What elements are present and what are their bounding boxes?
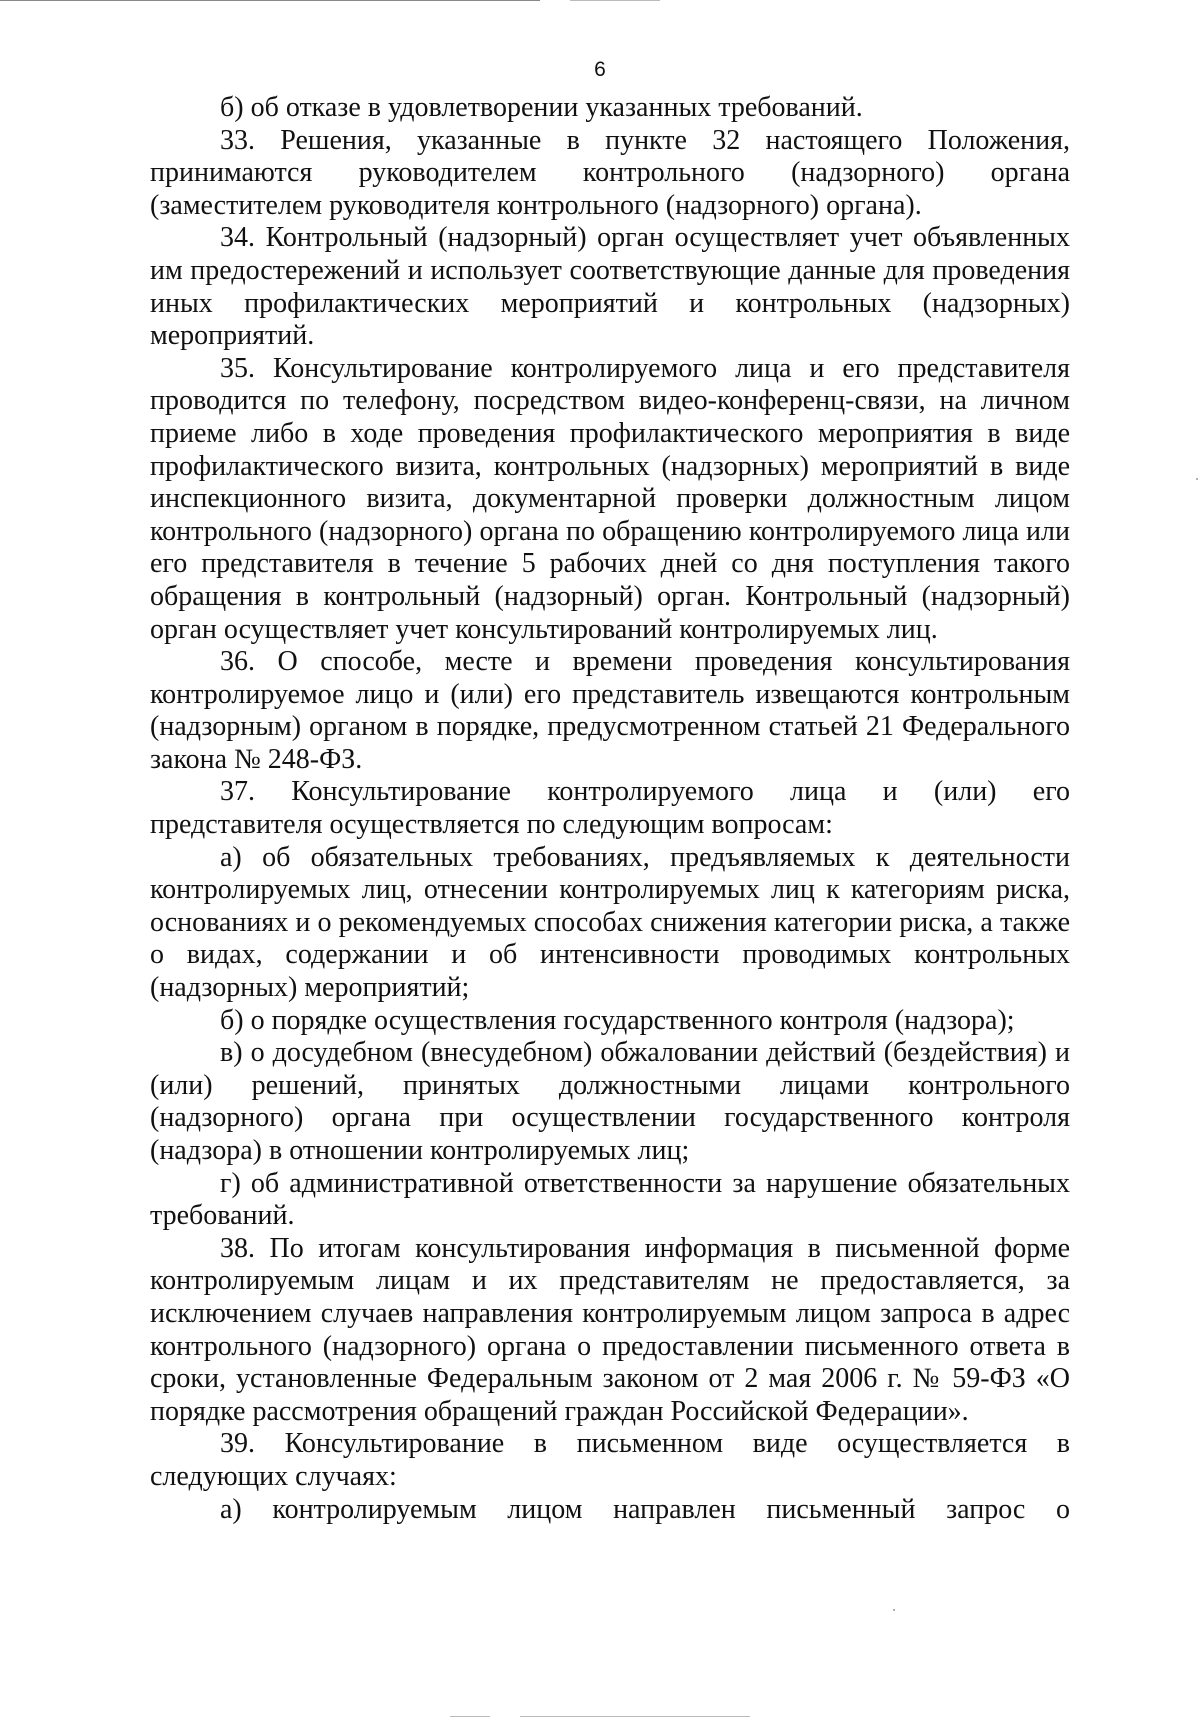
page-number: 6 bbox=[594, 58, 606, 81]
scan-speck bbox=[893, 1609, 895, 1611]
paragraph-37-item-v: в) о досудебном (внесудебном) обжаловании действий (бездействия) и (или) решений, принятых должностными лицами контрольного (надзорного) органа при осуществлении государственного контроля (надзора) в отношении контролируемых лиц; bbox=[150, 1037, 1070, 1166]
paragraph-36: 36. О способе, месте и времени проведения консультирования контролируемое лицо и (или) его представитель извещаются контрольным (надзорным) органом в порядке, предусмотренном статьей 21 Федерального закона № 248-ФЗ. bbox=[150, 646, 1070, 775]
document-body bbox=[150, 92, 1070, 1526]
paragraph-37-item-g: г) об административной ответственности за нарушение обязательных требований. bbox=[150, 1167, 1070, 1232]
scan-edge-line-top-right bbox=[570, 0, 660, 1]
paragraph-37-item-a: а) об обязательных требованиях, предъявляемых к деятельности контролируемых лиц, отнесении контролируемых лиц к категориям риска, основаниях и о рекомендуемых способах снижения категории риска, а также о видах, содержании и об интенсивности проводимых контрольных (надзорных) мероприятий; bbox=[150, 841, 1070, 1004]
paragraph-35: 35. Консультирование контролируемого лица и его представителя проводится по телефону, посредством видео-конференц-связи, на личном приеме либо в ходе проведения профилактического мероприятия в виде профилактического визита, контрольных (надзорных) мероприятий в виде инспекционного визита, документарной проверки должностным лицом контрольного (надзорного) органа по обращению контролируемого лица или его представителя в течение 5 рабочих дней со дня поступления такого обращения в контрольный (надзорный) орган. Контрольный (надзорный) орган осуществляет учет консультирований контролируемых лиц. bbox=[150, 352, 1070, 645]
paragraph-37: 37. Консультирование контролируемого лица и (или) его представителя осуществляется по следующим вопросам: bbox=[150, 776, 1070, 841]
paragraph-39-item-a: а) контролируемым лицом направлен письменный запрос о bbox=[220, 1493, 1070, 1525]
paragraph-34: 34. Контрольный (надзорный) орган осуществляет учет объявленных им предостережений и использует соответствующие данные для проведения иных профилактических мероприятий и контрольных (надзорных) мероприятий. bbox=[150, 222, 1070, 352]
paragraph-37-item-b: б) о порядке осуществления государственного контроля (надзора); bbox=[220, 1004, 1015, 1036]
scan-edge-line-bottom-left bbox=[450, 1716, 490, 1717]
paragraph-38: 38. По итогам консультирования информация в письменной форме контролируемым лицам и их представителям не предоставляется, за исключением случаев направления контролируемым лицом запроса в адрес контрольного (надзорного) органа о предоставлении письменного ответа в сроки, установленные Федеральным законом от 2 мая 2006 г. № 59-ФЗ «О порядке рассмотрения обращений граждан Российской Федерации». bbox=[150, 1232, 1070, 1427]
scan-edge-line-bottom-right bbox=[520, 1716, 750, 1717]
paragraph-33: 33. Решения, указанные в пункте 32 настоящего Положения, принимаются руководителем контрольного (надзорного) органа (заместителем руководителя контрольного (надзорного) органа). bbox=[150, 124, 1070, 221]
scan-edge-line-top-left bbox=[0, 0, 540, 1]
scan-speck bbox=[1196, 478, 1198, 480]
paragraph-39: 39. Консультирование в письменном виде осуществляется в следующих случаях: bbox=[150, 1428, 1070, 1492]
paragraph-item-b-refusal: б) об отказе в удовлетворении указанных требований. bbox=[220, 92, 863, 123]
